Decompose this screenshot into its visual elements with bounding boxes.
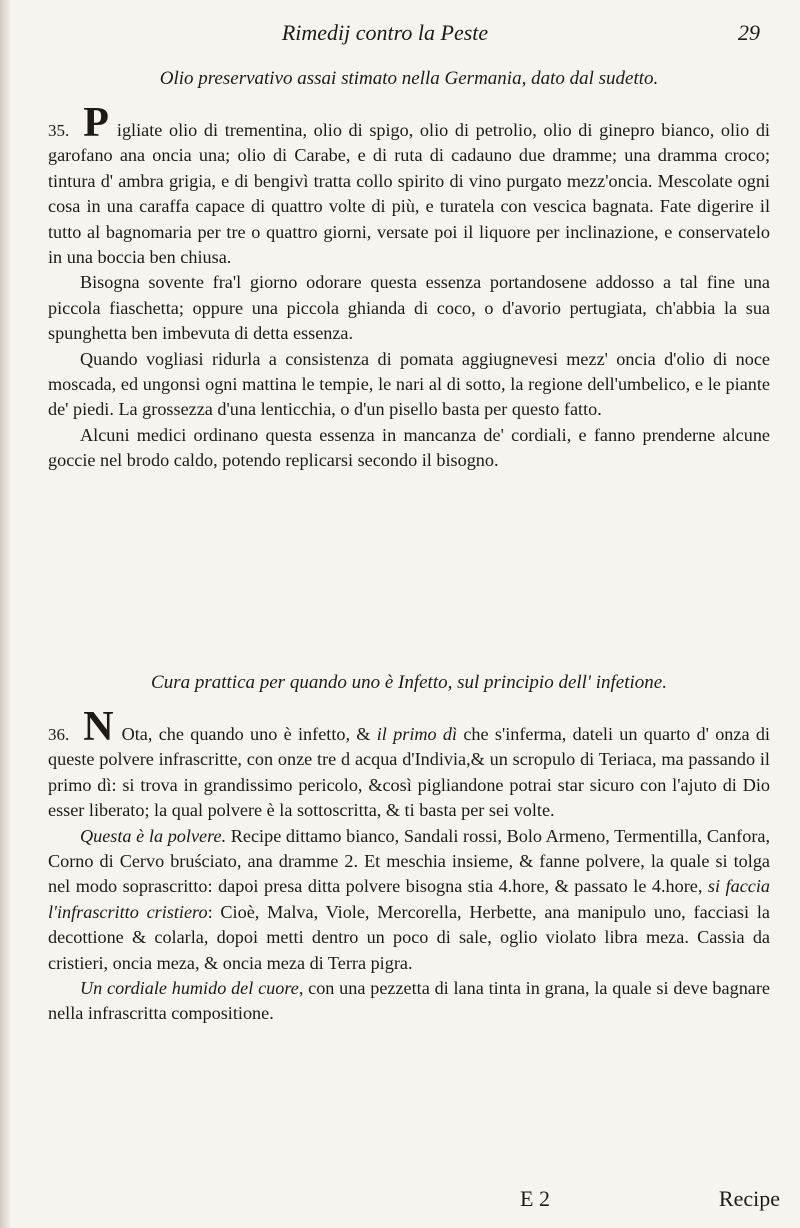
section-35-subtitle: Olio preservativo assai stimato nella Germania, dato dal sudetto. (159, 68, 659, 89)
page-header (70, 16, 760, 52)
running-title: Rimedij contro la Peste (281, 20, 489, 45)
paragraph-36-2 (48, 824, 770, 976)
paragraph-number: 35. (48, 121, 70, 140)
paragraph-text: igliate olio di trementina, olio di spigo, olio di petrolio, olio di ginepro bianco, olio di garofano ana oncia una; olio di Carabe, e di ruta di cadauno due dramme; una dramma croco; tintura d' ambra grigia, e di bengivì tratta collo spirito di vino purgato mezz'oncia. Mescolate ogni cosa in una caraffa capace di quattro volte di più, e turatela con vescica bagnata. Fate digerire il tutto al bagnomaria per tre o quattro giorni, versate poi il liquore per inclinazione, e conservatelo in una boccia ben chiusa. (48, 120, 770, 268)
italic-text: Un cordiale humido del cuore (80, 978, 299, 999)
paragraph-36-1 (48, 704, 770, 824)
italic-text: si faccia l'infrascritto cristiero (48, 876, 770, 922)
page-edge (0, 0, 10, 1228)
drop-cap: P (83, 100, 109, 146)
paragraph-text: : Cioè, Malva, Viole, Mercorella, Herbette, ana manipulo uno, facciasi la decottione & colarla, dopoi metti dentro un poco di sale, oglio violato libra meza. Cassia da cristieri, oncia meza, & oncia meza di Terra pigra. (48, 901, 770, 973)
paragraph-text: , con una pezzetta di lana tinta in grana, la quale si deve bagnare nella infrascritta compositione. (48, 978, 770, 1024)
catchword: Recipe (718, 1186, 780, 1211)
paragraph-text: Ota, che quando uno è infetto, & (121, 724, 377, 744)
paragraph-35-2: Bisogna sovente fra'l giorno odorare questa essenza portandosene addosso a tal fine una piccola fiaschetta; oppure una piccola ghianda di coco, o d'avorio pertugiata, ch'abbia la sua spunghetta ben imbevuta di detta essenza. (48, 272, 770, 344)
paragraph-number: 36. (48, 725, 70, 744)
paragraph-text: Recipe dittamo bianco, Sandali rossi, Bolo Armeno, Termentilla, Canfora, Corno di Cervo bruściato, ana dramme 2. Et meschia insieme, & fanne polvere, la quale si tolga nel modo soprascritto: dapoi presa ditta polvere bisogna stia 4.hore, & passato le 4.hore, (48, 825, 770, 897)
section-36-subtitle: Cura prattica per quando uno è Infetto, sul principio dell' infetione. (151, 672, 667, 693)
paragraph-35-4: Alcuni medici ordinano questa essenza in mancanza de' cordiali, e fanno prenderne alcune goccie nel brodo caldo, potendo replicarsi secondo il bisogno. (48, 424, 770, 471)
page-footer (520, 1186, 780, 1216)
page-number: 29 (738, 20, 760, 45)
paragraph-35-3: Quando vogliasi ridurla a consistenza di pomata aggiugnevesi mezz' oncia d'olio di noce moscada, ed ungonsi ogni mattina le tempie, le nari al di sotto, la regione dell'umbelico, e le piante de' piedi. La grossezza d'una lenticchia, o d'un pisello basta per questo fatto. (48, 348, 770, 420)
paragraph-36-3 (48, 976, 770, 1027)
paragraph-text: che s'inferma, dateli un quarto d' onza di queste polvere infrascritte, con onze tre d acqua d'Indivia,& un scropulo di Teriaca, ma passando il primo dì: si trova in grandissimo pericolo, &così pigliandone potrai star sicuro con l'ajuto di Dio esser liberato; la qual polvere è la sottoscritta, & ti basta per sei volte. (48, 724, 770, 821)
section-36 (48, 672, 770, 1027)
signature-mark: E 2 (520, 1186, 550, 1211)
italic-text: il primo dì (376, 724, 458, 744)
paragraph-35-1 (48, 100, 770, 270)
section-35 (48, 68, 770, 474)
italic-text: Questa è la polvere. (80, 825, 227, 846)
drop-cap: N (83, 704, 114, 750)
